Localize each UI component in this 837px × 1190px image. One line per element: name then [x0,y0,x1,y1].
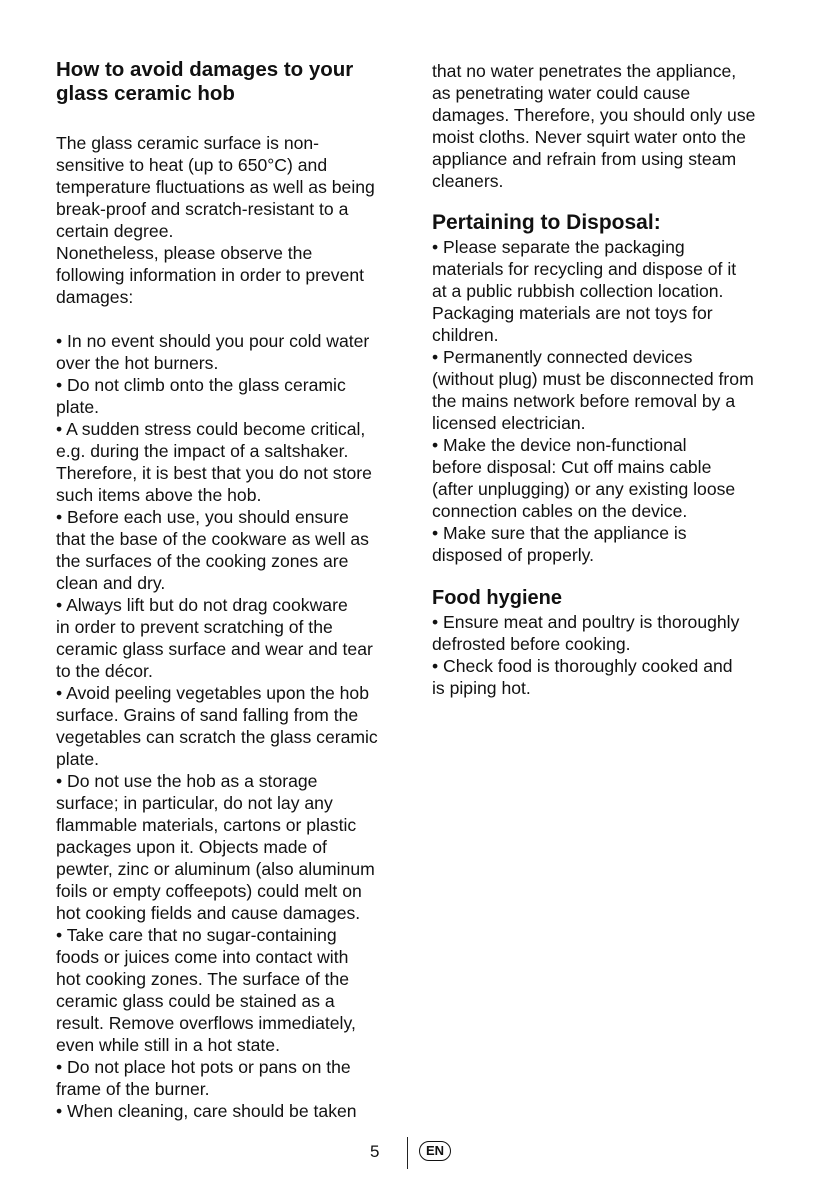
bullet-line: plate. [56,749,100,769]
bullet-line: over the hot burners. [56,353,219,373]
intro-line: temperature fluctuations as well as being [56,177,375,197]
food-hygiene-line: • Check food is thoroughly cooked and [432,656,733,676]
bullet-line: in order to prevent scratching of the [56,617,333,637]
language-badge: EN [419,1141,451,1161]
disposal-list [432,236,794,566]
continuation-line: moist cloths. Never squirt water onto the [432,127,746,147]
bullet-line: plate. [56,397,100,417]
bullet-line: Therefore, it is best that you do not store [56,463,372,483]
disposal-line: the mains network before removal by a [432,391,736,411]
continuation-line: appliance and refrain from using steam [432,149,737,169]
bullet-line: frame of the burner. [56,1079,210,1099]
bullet-line: vegetables can scratch the glass ceramic [56,727,378,747]
intro-line: following information in order to prevent [56,265,365,285]
food-hygiene-line: defrosted before cooking. [432,634,631,654]
disposal-line: at a public rubbish collection location. [432,281,724,301]
bullet-line: packages upon it. Objects made of [56,837,327,857]
bullet-line: • A sudden stress could become critical, [56,419,366,439]
disposal-line: materials for recycling and dispose of it [432,259,737,279]
bullet-line: ceramic glass surface and wear and tear [56,639,373,659]
bullet-line: flammable materials, cartons or plastic [56,815,357,835]
bullet-line: ceramic glass could be stained as a [56,991,335,1011]
bullet-line: • Before each use, you should ensure [56,507,349,527]
right-column [432,60,794,699]
bullet-line: to the décor. [56,661,153,681]
disposal-line: connection cables on the device. [432,501,688,521]
left-column [56,58,416,1122]
disposal-line: before disposal: Cut off mains cable [432,457,712,477]
continuation-line: cleaners. [432,171,504,191]
bullet-line: • In no event should you pour cold water [56,331,370,351]
bullet-line: pewter, zinc or aluminum (also aluminum [56,859,375,879]
bullet-line: such items above the hob. [56,485,262,505]
disposal-line: (without plug) must be disconnected from [432,369,754,389]
intro-line: certain degree. [56,221,174,241]
section-heading-avoid-damages [56,58,416,106]
bullet-line: • Take care that no sugar-containing [56,925,337,945]
bullet-line: • When cleaning, care should be taken [56,1101,357,1121]
bullet-line: result. Remove overflows immediately, [56,1013,356,1033]
footer-divider [407,1137,408,1169]
bullet-line: • Do not climb onto the glass ceramic [56,375,346,395]
disposal-line: Packaging materials are not toys for [432,303,713,323]
intro-line: Nonetheless, please observe the [56,243,313,263]
page-number: 5 [370,1142,380,1161]
heading-line: glass ceramic hob [56,82,235,105]
continuation-line: as penetrating water could cause [432,83,691,103]
disposal-line: disposed of properly. [432,545,595,565]
food-hygiene-line: is piping hot. [432,678,531,698]
bullet-line: • Avoid peeling vegetables upon the hob [56,683,370,703]
disposal-line: • Make sure that the appliance is [432,523,687,543]
bullet-line: foods or juices come into contact with [56,947,349,967]
page-footer [0,1137,837,1169]
bullet-line: hot cooking zones. The surface of the [56,969,350,989]
intro-line: damages: [56,287,134,307]
disposal-line: • Please separate the packaging [432,237,685,257]
intro-paragraph [56,132,416,308]
bullet-line: • Do not use the hob as a storage [56,771,318,791]
bullet-line: even while still in a hot state. [56,1035,280,1055]
intro-line: The glass ceramic surface is non- [56,133,320,153]
disposal-line: (after unplugging) or any existing loose [432,479,736,499]
section-heading-disposal: Pertaining to Disposal: [432,211,661,234]
heading-line: How to avoid damages to your [56,58,354,81]
bullet-line: clean and dry. [56,573,166,593]
food-hygiene-line: • Ensure meat and poultry is thoroughly [432,612,740,632]
continuation-paragraph [432,60,794,192]
food-hygiene-list [432,611,794,699]
bullet-line: • Always lift but do not drag cookware [56,595,348,615]
bullet-line: that the base of the cookware as well as [56,529,369,549]
intro-line: sensitive to heat (up to 650°C) and [56,155,328,175]
continuation-line: that no water penetrates the appliance, [432,61,737,81]
disposal-line: children. [432,325,499,345]
intro-line: break-proof and scratch-resistant to a [56,199,349,219]
bullet-list-avoid-damages [56,330,416,1122]
continuation-line: damages. Therefore, you should only use [432,105,756,125]
bullet-line: e.g. during the impact of a saltshaker. [56,441,349,461]
bullet-line: foils or empty coffeepots) could melt on [56,881,362,901]
disposal-line: • Make the device non-functional [432,435,687,455]
bullet-line: surface; in particular, do not lay any [56,793,333,813]
bullet-line: • Do not place hot pots or pans on the [56,1057,351,1077]
bullet-line: hot cooking fields and cause damages. [56,903,361,923]
disposal-line: licensed electrician. [432,413,586,433]
disposal-line: • Permanently connected devices [432,347,693,367]
bullet-line: the surfaces of the cooking zones are [56,551,349,571]
section-heading-food-hygiene: Food hygiene [432,587,562,609]
bullet-line: surface. Grains of sand falling from the [56,705,359,725]
